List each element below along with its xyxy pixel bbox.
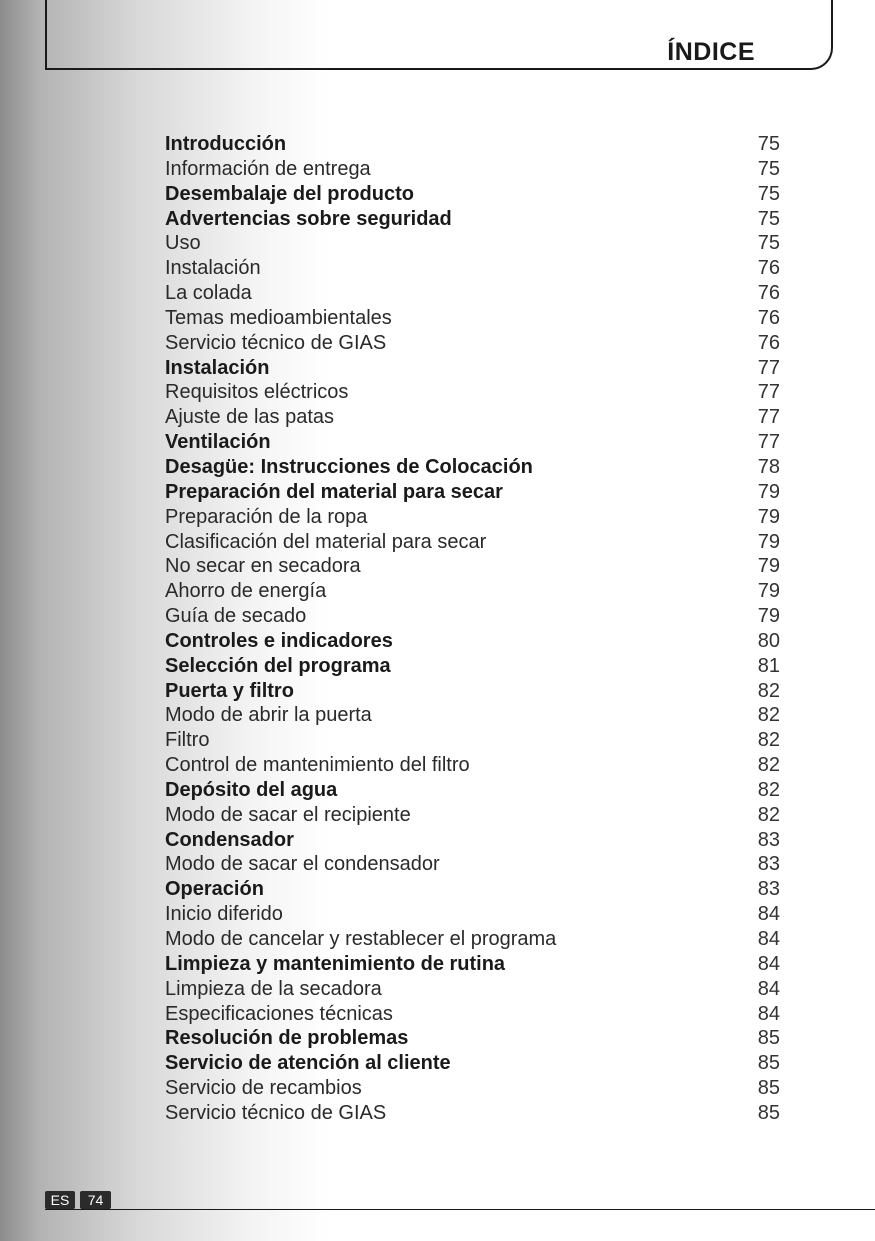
- toc-entry[interactable]: [165, 480, 780, 505]
- toc-entry-page: 85: [757, 1077, 780, 1100]
- toc-entry-label: Guía de secado: [165, 605, 307, 628]
- toc-entry[interactable]: [165, 157, 780, 182]
- toc-entry-page: 84: [757, 903, 780, 926]
- toc-entry-label: Uso: [165, 232, 201, 255]
- toc-entry-label: Puerta y filtro: [165, 679, 294, 702]
- toc-entry-page: 75: [757, 207, 780, 230]
- toc-entry-page: 83: [757, 853, 780, 876]
- toc-entry-page: 85: [757, 1052, 780, 1075]
- toc-entry[interactable]: [165, 952, 780, 977]
- toc-entry-label: Filtro: [165, 729, 210, 752]
- toc-entry-label: Resolución de problemas: [165, 1027, 409, 1050]
- toc-entry-label: Instalación: [165, 356, 270, 379]
- toc-entry-page: 77: [757, 431, 780, 454]
- toc-entry-page: 76: [757, 331, 780, 354]
- toc-entry-page: 79: [757, 555, 780, 578]
- toc-entry-label: Requisitos eléctricos: [165, 381, 349, 404]
- toc-entry-label: Servicio técnico de GIAS: [165, 331, 387, 354]
- toc-entry-label: Limpieza y mantenimiento de rutina: [165, 952, 506, 975]
- toc-entry-label: Control de mantenimiento del filtro: [165, 754, 470, 777]
- toc-entry-label: Servicio técnico de GIAS: [165, 1101, 387, 1124]
- toc-entry-page: 80: [757, 629, 780, 652]
- toc-entry-page: 85: [757, 1027, 780, 1050]
- toc-entry-page: 77: [757, 406, 780, 429]
- toc-entry[interactable]: [165, 728, 780, 753]
- toc-entry[interactable]: [165, 629, 780, 654]
- toc-entry-page: 84: [757, 977, 780, 1000]
- toc-entry[interactable]: [165, 927, 780, 952]
- toc-entry-label: Clasificación del material para secar: [165, 530, 487, 553]
- toc-entry-label: Inicio diferido: [165, 903, 283, 926]
- toc-entry-page: 76: [757, 257, 780, 280]
- toc-entry[interactable]: [165, 356, 780, 381]
- toc-entry-page: 84: [757, 952, 780, 975]
- toc-entry-page: 75: [757, 232, 780, 255]
- toc-entry[interactable]: [165, 306, 780, 331]
- toc-entry[interactable]: [165, 207, 780, 232]
- toc-entry-page: 79: [757, 530, 780, 553]
- toc-entry-label: Ajuste de las patas: [165, 406, 334, 429]
- toc-entry-page: 85: [757, 1101, 780, 1124]
- toc-entry-label: Información de entrega: [165, 157, 371, 180]
- toc-entry-page: 84: [757, 928, 780, 950]
- toc-entry[interactable]: [165, 679, 780, 704]
- toc-entry-page: 78: [757, 455, 780, 478]
- toc-entry-label: No secar en secadora: [165, 555, 361, 578]
- toc-entry[interactable]: [165, 405, 780, 430]
- toc-entry-page: 75: [757, 133, 780, 155]
- toc-entry-label: Introducción: [165, 133, 287, 155]
- toc-entry[interactable]: [165, 654, 780, 679]
- toc-entry-page: 83: [757, 878, 780, 901]
- toc-entry-label: Instalación: [165, 257, 261, 280]
- toc-entry[interactable]: [165, 1076, 780, 1101]
- toc-entry[interactable]: [165, 877, 780, 902]
- toc-entry-label: Desagüe: Instrucciones de Colocación: [165, 455, 533, 478]
- toc-entry-label: Condensador: [165, 828, 294, 851]
- toc-entry[interactable]: [165, 380, 780, 405]
- toc-entry-label: Selección del programa: [165, 654, 391, 677]
- toc-entry[interactable]: [165, 753, 780, 778]
- toc-entry-label: Preparación del material para secar: [165, 480, 503, 503]
- toc-entry-page: 82: [757, 679, 780, 702]
- toc-entry-page: 76: [757, 282, 780, 305]
- toc-entry[interactable]: [165, 505, 780, 530]
- toc-entry-label: Modo de cancelar y restablecer el programa: [165, 928, 557, 950]
- toc-entry[interactable]: [165, 132, 780, 157]
- table-of-contents: [165, 132, 780, 1126]
- toc-entry-label: Especificaciones técnicas: [165, 1002, 393, 1025]
- toc-entry-label: Servicio de recambios: [165, 1077, 362, 1100]
- toc-entry[interactable]: [165, 579, 780, 604]
- toc-entry-label: Ventilación: [165, 431, 271, 454]
- toc-entry-label: Operación: [165, 878, 264, 901]
- toc-entry-label: Desembalaje del producto: [165, 182, 414, 205]
- toc-entry[interactable]: [165, 604, 780, 629]
- toc-entry-label: Modo de sacar el recipiente: [165, 803, 411, 826]
- toc-entry[interactable]: [165, 554, 780, 579]
- page-title: ÍNDICE: [667, 38, 755, 66]
- toc-entry[interactable]: [165, 455, 780, 480]
- toc-entry[interactable]: [165, 182, 780, 207]
- toc-entry-label: La colada: [165, 282, 252, 305]
- toc-entry-label: Preparación de la ropa: [165, 505, 368, 528]
- toc-entry[interactable]: [165, 852, 780, 877]
- toc-entry-page: 76: [757, 306, 780, 329]
- toc-entry[interactable]: [165, 530, 780, 555]
- toc-entry-label: Ahorro de energía: [165, 580, 327, 603]
- toc-entry-label: Advertencias sobre seguridad: [165, 207, 452, 230]
- toc-entry-page: 79: [757, 480, 780, 503]
- toc-entry[interactable]: [165, 231, 780, 256]
- toc-entry-page: 82: [757, 754, 780, 777]
- toc-entry[interactable]: [165, 256, 780, 281]
- toc-entry[interactable]: [165, 1002, 780, 1027]
- toc-entry[interactable]: [165, 828, 780, 853]
- toc-entry-page: 84: [757, 1002, 780, 1025]
- toc-entry[interactable]: [165, 430, 780, 455]
- toc-entry-page: 79: [757, 505, 780, 528]
- toc-entry-page: 81: [757, 654, 780, 677]
- toc-entry-page: 79: [757, 605, 780, 628]
- toc-entry-label: Controles e indicadores: [165, 629, 393, 652]
- toc-entry-page: 82: [757, 704, 780, 727]
- toc-entry[interactable]: [165, 902, 780, 927]
- toc-entry-page: 82: [757, 778, 780, 801]
- toc-entry-label: Depósito del agua: [165, 778, 338, 801]
- toc-entry-label: Modo de abrir la puerta: [165, 704, 372, 727]
- toc-entry-page: 79: [757, 580, 780, 603]
- toc-entry-label: Servicio de atención al cliente: [165, 1052, 451, 1075]
- toc-entry[interactable]: [165, 1026, 780, 1051]
- toc-entry-page: 82: [757, 803, 780, 826]
- toc-entry-label: Limpieza de la secadora: [165, 977, 382, 1000]
- toc-entry[interactable]: [165, 281, 780, 306]
- footer-divider: [45, 1209, 875, 1210]
- language-badge: ES: [45, 1191, 75, 1209]
- toc-entry-page: 75: [757, 157, 780, 180]
- toc-entry[interactable]: [165, 803, 780, 828]
- toc-entry-page: 82: [757, 729, 780, 752]
- toc-entry[interactable]: [165, 1051, 780, 1076]
- toc-entry-page: 77: [757, 381, 780, 404]
- toc-entry-page: 77: [757, 356, 780, 379]
- toc-entry-label: Temas medioambientales: [165, 306, 392, 329]
- toc-entry[interactable]: [165, 331, 780, 356]
- toc-entry-page: 83: [757, 828, 780, 851]
- toc-entry[interactable]: [165, 1101, 780, 1126]
- toc-entry-label: Modo de sacar el condensador: [165, 853, 440, 876]
- page-number-badge: 74: [80, 1191, 111, 1209]
- toc-entry[interactable]: [165, 778, 780, 803]
- toc-entry-page: 75: [757, 182, 780, 205]
- toc-entry[interactable]: [165, 977, 780, 1002]
- toc-entry[interactable]: [165, 703, 780, 728]
